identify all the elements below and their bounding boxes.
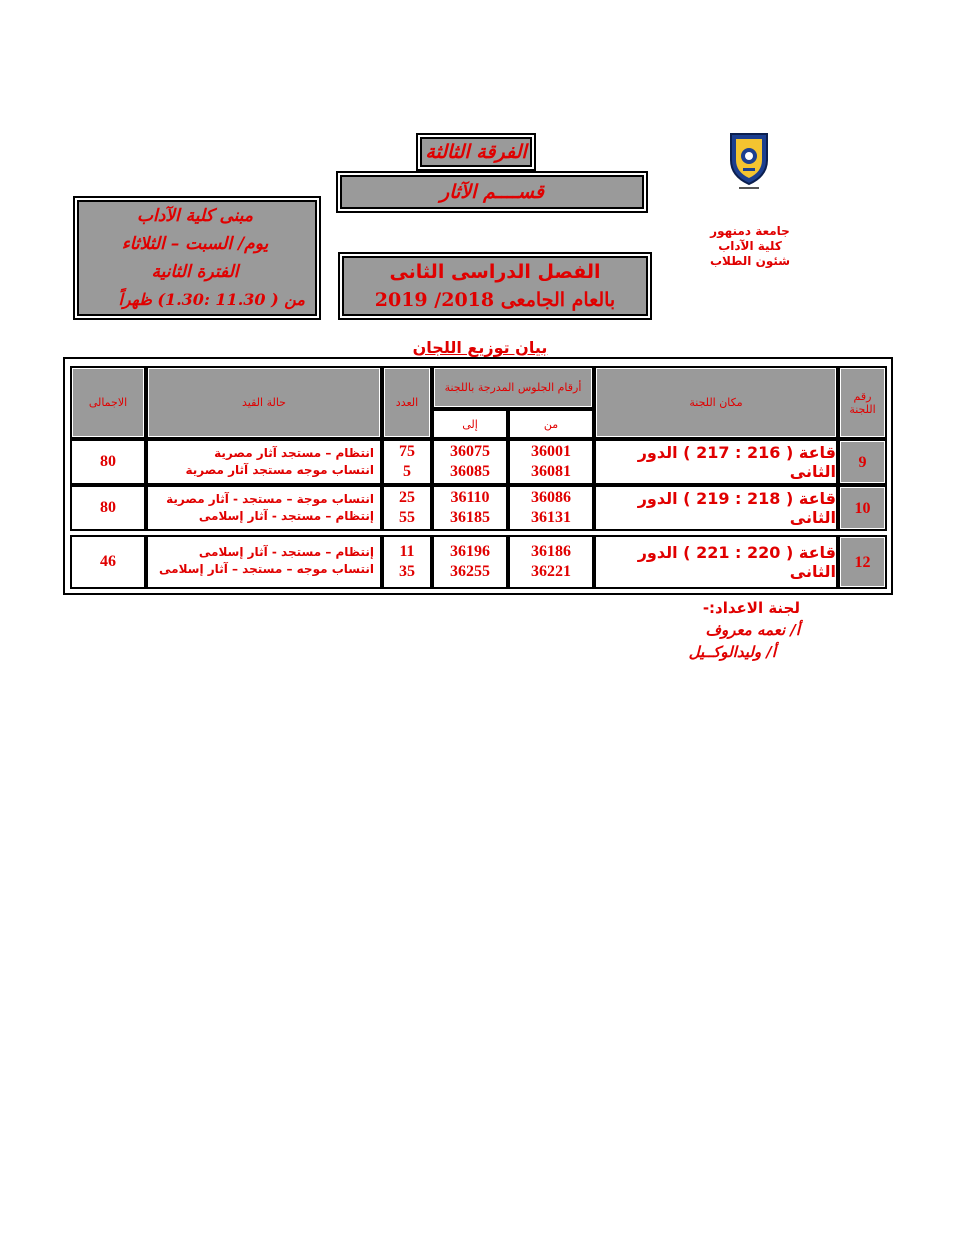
- department-title: قســــم الآثار: [440, 181, 544, 203]
- row-to: [432, 439, 508, 485]
- row-committee-no: 9: [838, 439, 887, 485]
- term-box: [338, 252, 652, 320]
- row-to: [432, 535, 508, 589]
- row-from: [508, 485, 594, 531]
- row-count: [382, 439, 432, 485]
- university-info: [690, 224, 810, 269]
- year-title: الفرقة الثالثة: [425, 141, 527, 163]
- row-count: [382, 535, 432, 589]
- header-seat-numbers: أرقام الجلوس المدرجة باللجنة: [432, 366, 594, 409]
- to-value: 36075: [450, 443, 490, 460]
- from-value: 36081: [531, 463, 571, 480]
- exam-period: الفترة الثانية: [151, 262, 239, 282]
- header-committee-no: رقم اللجنة: [838, 366, 887, 439]
- row-from: [508, 535, 594, 589]
- from-value: 36086: [531, 489, 571, 506]
- faculty-name: كلية الآداب: [718, 239, 782, 253]
- row-status: [146, 485, 382, 531]
- preparer-name-1: أ/ نعمه معروف: [705, 621, 800, 639]
- header-place: مكان اللجنة: [594, 366, 838, 439]
- row-to: [432, 485, 508, 531]
- count-value: 75: [399, 443, 415, 460]
- status-line: انتساب موجه – مستجد – آثار إسلامى: [159, 562, 374, 576]
- row-place: قاعة ( 218 : 219 ) الدور الثانى: [594, 485, 838, 531]
- exam-days: يوم/ السبت – الثلاثاء: [121, 234, 269, 254]
- header-total: الاجمالى: [70, 366, 146, 439]
- status-line: انتساب موجة – مستجد - آثار مصرية: [166, 492, 374, 506]
- status-line: إنتظام – مستجد - آثار إسلامى: [198, 545, 374, 559]
- header-to: إلى: [432, 409, 508, 439]
- row-place: قاعة ( 216 : 217 ) الدور الثانى: [594, 439, 838, 485]
- count-value: 5: [403, 463, 411, 480]
- header-from: من: [508, 409, 594, 439]
- header-count: العدد: [382, 366, 432, 439]
- from-value: 36001: [531, 443, 571, 460]
- student-affairs: شئون الطلاب: [709, 254, 791, 268]
- row-committee-no: 12: [838, 535, 887, 589]
- table-title: بيان توزيع اللجان: [412, 338, 548, 357]
- row-status: [146, 439, 382, 485]
- building-schedule-box: [73, 196, 321, 320]
- to-value: 36185: [450, 509, 490, 526]
- university-name: جامعة دمنهور: [710, 224, 790, 238]
- from-value: 36186: [531, 543, 571, 560]
- row-count: [382, 485, 432, 531]
- year-title-box: [416, 133, 536, 171]
- term-name: الفصل الدراسى الثانى: [389, 261, 601, 283]
- department-box: [336, 171, 648, 213]
- row-place: قاعة ( 220 : 221 ) الدور الثانى: [594, 535, 838, 589]
- row-committee-no: 10: [838, 485, 887, 531]
- committees-table: [63, 357, 893, 595]
- from-value: 36221: [531, 563, 571, 580]
- to-value: 36255: [450, 563, 490, 580]
- academic-year: بالعام الجامعى 2018/ 2019: [374, 289, 616, 311]
- row-total: 46: [70, 535, 146, 589]
- university-logo: [727, 130, 771, 192]
- preparer-name-2: أ/ وليدالوكــيل: [688, 643, 776, 661]
- count-value: 35: [399, 563, 415, 580]
- row-status: [146, 535, 382, 589]
- from-value: 36131: [531, 509, 571, 526]
- count-value: 55: [399, 509, 415, 526]
- count-value: 11: [399, 543, 415, 560]
- status-line: إنتظام – مستجد - آثار إسلامى: [198, 509, 374, 523]
- status-line: انتساب موجه مستجد آثار مصرية: [185, 463, 374, 477]
- to-value: 36085: [450, 463, 490, 480]
- building-name: مبنى كلية الآداب: [136, 206, 254, 226]
- count-value: 25: [399, 489, 415, 506]
- row-from: [508, 439, 594, 485]
- prepared-by-label: لجنة الاعداد:-: [702, 599, 800, 617]
- status-line: انتظام – مستجد آثار مصرية: [214, 446, 374, 460]
- row-total: 80: [70, 439, 146, 485]
- to-value: 36196: [450, 543, 490, 560]
- prepared-by: [660, 597, 800, 663]
- to-value: 36110: [450, 489, 490, 506]
- row-total: 80: [70, 485, 146, 531]
- header-status: حالة القيد: [146, 366, 382, 439]
- exam-time: من ( 11.30 :1.30) ظهراً: [118, 290, 305, 309]
